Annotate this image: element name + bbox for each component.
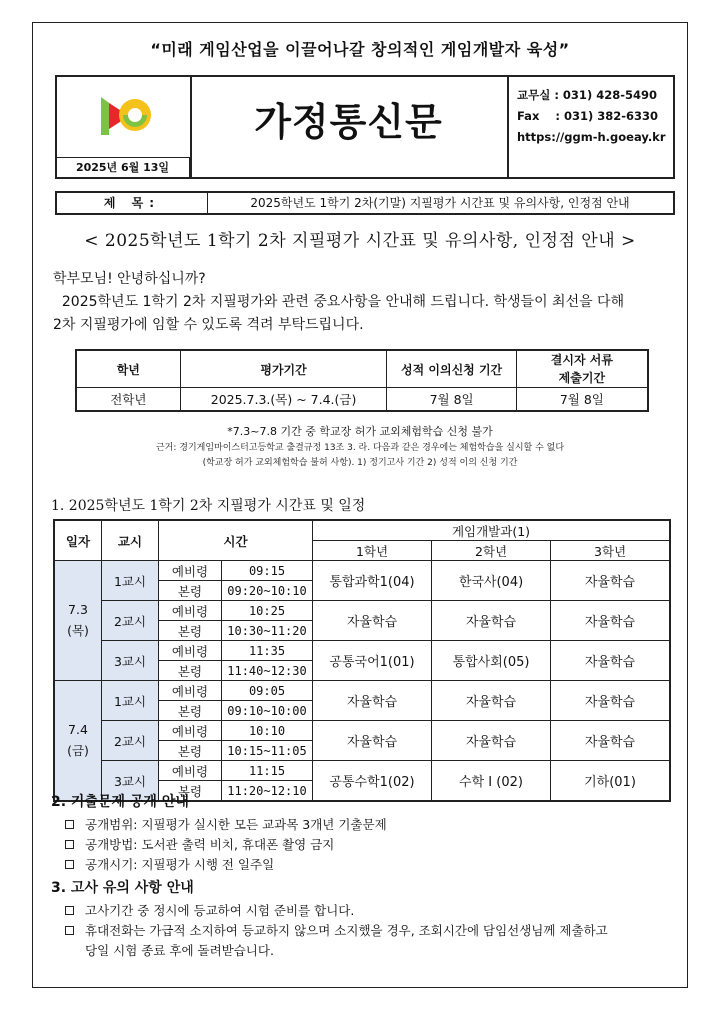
section-2-list: [63, 815, 387, 875]
main-label: 본령: [159, 701, 222, 721]
schedule-table: [53, 519, 671, 802]
main-time: 10:30~11:20: [222, 621, 313, 641]
schedule-header-day: 일자: [54, 520, 102, 561]
grade-header: 2학년: [432, 541, 551, 561]
pre-time: 11:15: [222, 761, 313, 781]
pre-time: 11:35: [222, 641, 313, 661]
subject-cell: 자율학습: [313, 601, 432, 641]
subject-cell: 공통국어1(01): [313, 641, 432, 681]
period-cell: 2025.7.3.(목) ~ 7.4.(금): [180, 388, 387, 412]
intro-line: 2025학년도 1학기 2차 지필평가와 관련 중요사항을 안내해 드립니다. 학생들이 최선을 다해: [53, 294, 625, 310]
list-item-text: 당일 시험 종료 후에 돌려받습니다.: [85, 943, 274, 958]
subject-cell: 자율학습: [432, 681, 551, 721]
day-cell: [54, 561, 102, 681]
subject-cell: 자율학습: [432, 721, 551, 761]
subject-cell: 공통수학1(02): [313, 761, 432, 802]
period-name: 1교시: [102, 681, 159, 721]
main-time: 09:10~10:00: [222, 701, 313, 721]
pre-time: 09:15: [222, 561, 313, 581]
section-3-list: [63, 901, 608, 961]
list-item: [63, 815, 387, 835]
schedule-header-time: 시간: [159, 520, 313, 561]
subject-value: 2025학년도 1학기 2차(기말) 지필평가 시간표 및 유의사항, 인정점 안내: [250, 196, 630, 210]
list-item-text: 휴대전화는 가급적 소지하여 등교하지 않으며 소지했을 경우, 조회시간에 담임선생님께 제출하고: [85, 923, 608, 938]
period-table: [75, 349, 649, 412]
intro-text: [53, 268, 673, 337]
basis-line: 근거: 경기게임마이스터고등학교 출결규정 13조 3. 라. 다음과 같은 경우에는 체험학습을 실시할 수 없다: [155, 443, 565, 453]
motto: “미래 게임산업을 이끌어나갈 창의적인 게임개발자 육성”: [150, 40, 570, 59]
subject-cell: 자율학습: [551, 641, 671, 681]
subject-cell: 자율학습: [551, 561, 671, 601]
subject-label: 제 목:: [57, 193, 208, 213]
subject-cell: 기하(01): [551, 761, 671, 802]
main-label: 본령: [159, 581, 222, 601]
notice-basis: [33, 441, 687, 471]
main-time: 11:40~12:30: [222, 661, 313, 681]
issue-date: 2025년 6월 13일: [55, 157, 190, 179]
schedule-header-dept: 게임개발과(1): [313, 520, 671, 541]
section-3-title: 3. 고사 유의 사항 안내: [51, 880, 194, 896]
day-date: 7.3: [68, 602, 88, 617]
school-logo-icon: [99, 93, 155, 139]
main-time: 10:15~11:05: [222, 741, 313, 761]
logo-cell: [57, 77, 192, 177]
period-header-absence: 결시자 서류 제출기간: [516, 350, 648, 388]
greeting: 학부모님! 안녕하십니까?: [53, 271, 206, 287]
subject-cell: 자율학습: [551, 681, 671, 721]
list-item-text: 공개범위: 지필평가 실시한 모든 교과목 3개년 기출문제: [85, 817, 387, 832]
checkbox-bullet-icon: [65, 926, 74, 935]
section-2-title: 2. 기출문제 공개 안내: [51, 794, 189, 810]
pre-label: 예비령: [159, 601, 222, 621]
checkbox-bullet-icon: [65, 906, 74, 915]
main-time: 11:20~12:10: [222, 781, 313, 802]
subject-cell: 자율학습: [313, 721, 432, 761]
period-header-appeal: 성적 이의신청 기간: [387, 350, 516, 388]
subject-cell: 통합사회(05): [432, 641, 551, 681]
day-cell: [54, 681, 102, 802]
period-name: 1교시: [102, 561, 159, 601]
schedule-header-period: 교시: [102, 520, 159, 561]
period-cell: 전학년: [76, 388, 180, 412]
fax-number: Fax : 031) 382-6330: [517, 109, 659, 123]
document-title: 가정통신문: [254, 100, 443, 144]
header-box: [55, 75, 675, 179]
pre-label: 예비령: [159, 561, 222, 581]
pre-time: 10:10: [222, 721, 313, 741]
list-item: [63, 901, 608, 921]
list-item: [63, 835, 387, 855]
basis-line: (학교장 허가 교외체험학습 불허 사항). 1) 정기고사 기간 2) 성적 이의 신청 기간: [202, 458, 518, 468]
period-cell: 7월 8일: [516, 388, 648, 412]
checkbox-bullet-icon: [65, 840, 74, 849]
day-of-week: (목): [67, 623, 89, 638]
list-item-text: 고사기간 중 정시에 등교하여 시험 준비를 합니다.: [85, 903, 355, 918]
pre-label: 예비령: [159, 761, 222, 781]
main-time: 09:20~10:10: [222, 581, 313, 601]
list-item: [63, 941, 608, 961]
period-header-range: 평가기간: [180, 350, 387, 388]
pre-time: 09:05: [222, 681, 313, 701]
office-phone: 교무실 : 031) 428-5490: [517, 88, 657, 102]
notice-star: *7.3~7.8 기간 중 학교장 허가 교외체험학습 신청 불가: [227, 425, 493, 438]
subject-cell: 자율학습: [551, 721, 671, 761]
day-of-week: (금): [67, 743, 89, 758]
notice-page: [32, 22, 688, 988]
pre-label: 예비령: [159, 721, 222, 741]
intro-line: 2차 지필평가에 임할 수 있도록 격려 부탁드립니다.: [53, 317, 364, 333]
contact-cell: [507, 77, 675, 177]
subject-cell: 한국사(04): [432, 561, 551, 601]
subject-cell: 자율학습: [313, 681, 432, 721]
school-website: https://ggm-h.goeay.kr: [517, 130, 666, 144]
main-label: 본령: [159, 621, 222, 641]
grade-header: 1학년: [313, 541, 432, 561]
period-cell: 7월 8일: [387, 388, 516, 412]
subject-cell: 자율학습: [551, 601, 671, 641]
pre-time: 10:25: [222, 601, 313, 621]
list-item-text: 공개시기: 지필평가 시행 전 일주일: [85, 857, 275, 872]
main-heading: < 2025학년도 1학기 2차 지필평가 시간표 및 유의사항, 인정점 안내 >: [84, 231, 636, 251]
list-item-text: 공개방법: 도서관 출력 비치, 휴대폰 촬영 금지: [85, 837, 335, 852]
main-label: 본령: [159, 781, 222, 802]
pre-label: 예비령: [159, 641, 222, 661]
subject-cell: 통합과학1(04): [313, 561, 432, 601]
list-item: [63, 921, 608, 941]
period-name: 3교시: [102, 761, 159, 802]
period-name: 3교시: [102, 641, 159, 681]
checkbox-bullet-icon: [65, 860, 74, 869]
subject-cell: 수학 I (02): [432, 761, 551, 802]
section-1-title: 1. 2025학년도 1학기 2차 지필평가 시간표 및 일정: [51, 498, 366, 514]
subject-cell: 자율학습: [432, 601, 551, 641]
list-item: [63, 855, 387, 875]
period-name: 2교시: [102, 601, 159, 641]
checkbox-bullet-icon: [65, 820, 74, 829]
subject-row: [55, 191, 675, 215]
grade-header: 3학년: [551, 541, 671, 561]
main-label: 본령: [159, 741, 222, 761]
period-header-grade: 학년: [76, 350, 180, 388]
day-date: 7.4: [68, 722, 88, 737]
period-name: 2교시: [102, 721, 159, 761]
main-label: 본령: [159, 661, 222, 681]
pre-label: 예비령: [159, 681, 222, 701]
